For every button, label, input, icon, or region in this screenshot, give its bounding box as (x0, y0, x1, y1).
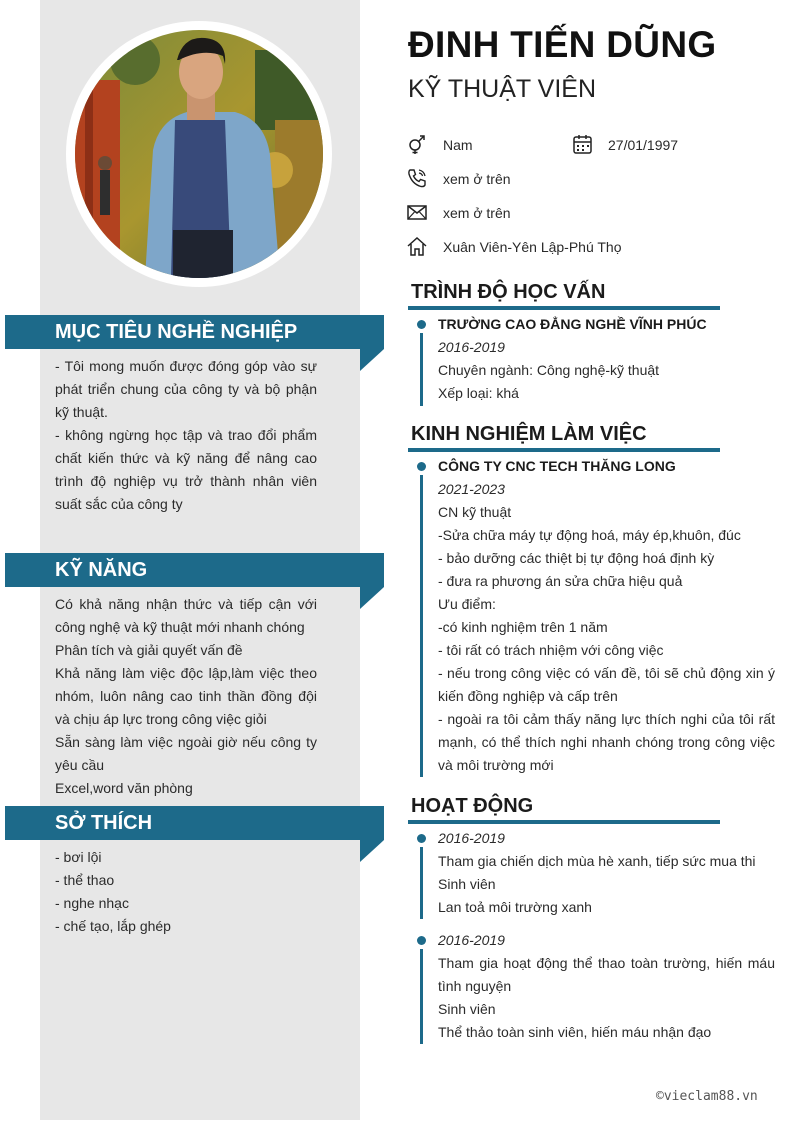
avatar (66, 21, 332, 287)
profile-photo (75, 30, 323, 278)
school-name: TRƯỜNG CAO ĐẲNG NGHỀ VĨNH PHÚC (438, 316, 707, 332)
skills-title: KỸ NĂNG (55, 559, 148, 581)
section-underline (408, 820, 720, 824)
timeline-line (420, 949, 423, 1044)
timeline-line (420, 847, 423, 919)
activity-line: Tham gia chiến dịch mùa hè xanh, tiếp sức mua thi (438, 853, 756, 869)
skill-line: Sẵn sàng làm việc ngoài giờ nếu công ty yêu cầu (55, 734, 317, 773)
experience-line: - tôi rất có trách nhiệm với công việc (438, 642, 664, 658)
candidate-name: ĐINH TIẾN DŨNG (408, 24, 717, 65)
experience-entry (438, 455, 775, 777)
section-underline (408, 306, 720, 310)
section-header-objective (5, 315, 384, 349)
activity-line: Tham gia hoạt động thể thao toàn trường, hiến máu tình nguyện (438, 955, 775, 994)
skill-line: Có khả năng nhận thức và tiếp cận với công nghệ và kỹ thuật mới nhanh chóng (55, 596, 317, 635)
objective-text (55, 355, 317, 516)
activity-entry (438, 929, 775, 1044)
education-line: Xếp loại: khá (438, 385, 519, 401)
experience-title: KINH NGHIỆM LÀM VIỆC (411, 423, 647, 445)
activity-line: Lan toả môi trường xanh (438, 899, 592, 915)
experience-line: - bảo dưỡng các thiệt bị tự động hoá định kỳ (438, 550, 715, 566)
experience-line: Ưu điểm: (438, 596, 496, 612)
timeline-line (420, 475, 423, 777)
section-header-skills (5, 553, 384, 587)
home-icon (406, 235, 428, 257)
watermark-footer: ©vieclam88.vn (656, 1089, 758, 1104)
section-underline (408, 448, 720, 452)
education-period: 2016-2019 (438, 339, 505, 355)
activity-line: Sinh viên (438, 876, 496, 892)
hobby-line: - nghe nhạc (55, 895, 129, 911)
experience-line: - ngoài ra tôi cảm thấy năng lực thích nghi của tôi rất mạnh, có thể thích nghi nhanh chóng trong công việc và môi trường mới (438, 711, 775, 773)
timeline-dot (417, 834, 426, 843)
experience-line: - đưa ra phương án sửa chữa hiệu quả (438, 573, 683, 589)
education-line: Chuyên ngành: Công nghệ-kỹ thuật (438, 362, 660, 378)
address-value: Xuân Viên-Yên Lập-Phú Thọ (443, 239, 622, 255)
timeline-dot (417, 936, 426, 945)
skill-line: Excel,word văn phòng (55, 780, 193, 796)
activity-line: Thể thảo toàn sinh viên, hiến máu nhận đạo (438, 1024, 712, 1040)
skills-text (55, 593, 317, 800)
birthdate-value: 27/01/1997 (608, 137, 679, 153)
company-name: CÔNG TY CNC TECH THĂNG LONG (438, 458, 676, 474)
calendar-icon (572, 133, 594, 155)
timeline-dot (417, 320, 426, 329)
activities-title: HOẠT ĐỘNG (411, 795, 534, 817)
experience-period: 2021-2023 (438, 481, 505, 497)
phone-value: xem ở trên (443, 171, 511, 187)
hobby-line: - chế tạo, lắp ghép (55, 918, 171, 934)
activity-period: 2016-2019 (438, 932, 505, 948)
objective-title: MỤC TIÊU NGHỀ NGHIỆP (55, 321, 298, 343)
objective-line: - không ngừng học tập và trao đổi phẩm chất kiến thức và kỹ năng để nâng cao trình độ nghiệp vụ trở thành nhân viên suất sắc của công ty (55, 427, 317, 512)
gender-icon (406, 133, 428, 155)
skill-line: Khả năng làm việc độc lập,làm việc theo nhóm, luôn nâng cao tinh thần đồng đội và chịu áp lực trong công việc giỏi (55, 665, 317, 727)
education-title: TRÌNH ĐỘ HỌC VẤN (411, 281, 606, 303)
skill-line: Phân tích và giải quyết vấn đề (55, 642, 243, 658)
education-entry (438, 313, 775, 405)
experience-line: CN kỹ thuật (438, 504, 512, 520)
hobby-line: - bơi lội (55, 849, 102, 865)
activity-line: Sinh viên (438, 1001, 496, 1017)
hobbies-text (55, 846, 317, 938)
hobbies-title: SỞ THÍCH (55, 812, 153, 834)
email-value: xem ở trên (443, 205, 511, 221)
experience-line: - nếu trong công việc có vấn đề, tôi sẽ chủ động xin ý kiến đồng nghiệp và cấp trên (438, 665, 775, 704)
experience-line: -Sửa chữa máy tự động hoá, máy ép,khuôn, đúc (438, 527, 741, 543)
header-fold-decoration (360, 587, 384, 609)
candidate-role: KỸ THUẬT VIÊN (408, 75, 597, 103)
phone-icon (406, 167, 428, 189)
email-icon (406, 201, 428, 223)
timeline-dot (417, 462, 426, 471)
objective-line: - Tôi mong muốn được đóng góp vào sự phát triển chung của công ty và bộ phận kỹ thuật. (55, 358, 317, 420)
gender-value: Nam (443, 137, 473, 153)
hobby-line: - thể thao (55, 872, 115, 888)
activity-entry (438, 827, 775, 919)
experience-line: -có kinh nghiệm trên 1 năm (438, 619, 608, 635)
timeline-line (420, 333, 423, 406)
section-header-hobbies (5, 806, 384, 840)
header-fold-decoration (360, 349, 384, 371)
activity-period: 2016-2019 (438, 830, 505, 846)
header-fold-decoration (360, 840, 384, 862)
